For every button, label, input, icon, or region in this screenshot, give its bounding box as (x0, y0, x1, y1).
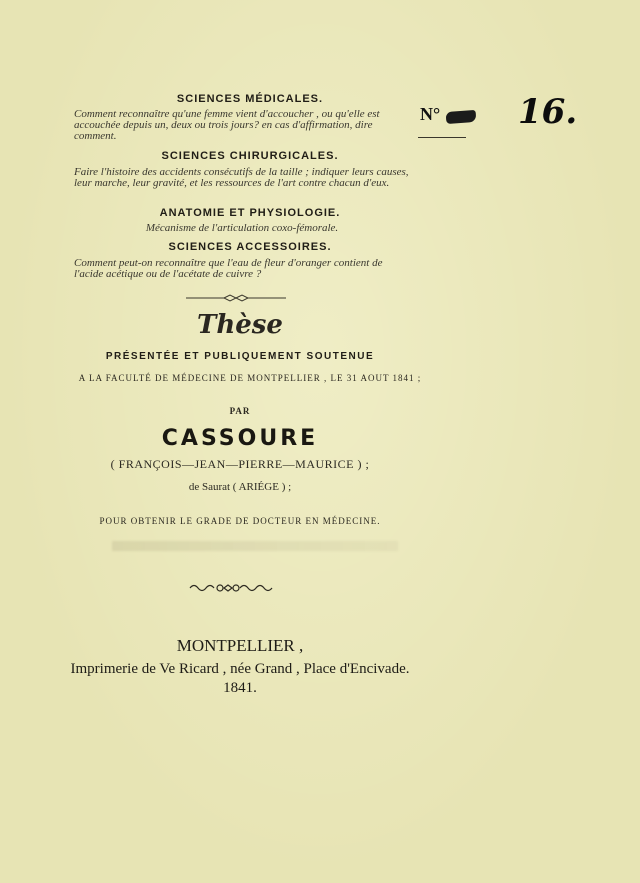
bleed-through-text (112, 541, 398, 551)
ink-blot-stamp (446, 110, 477, 124)
imprint-year: 1841. (223, 680, 257, 696)
faculty-line: A LA FACULTÉ DE MÉDECINE DE MONTPELLIER , LE 31 AOUT 1841 ; (78, 373, 422, 383)
question-anatomy: Mécanisme de l'articulation coxo-fémorale. (145, 222, 339, 234)
presented-line: PRÉSENTÉE ET PUBLIQUEMENT SOUTENUE (105, 351, 375, 362)
heading-surgical-sciences: SCIENCES CHIRURGICALES. (161, 150, 339, 162)
author-surname: CASSOURE (161, 426, 319, 451)
thesis-title: Thèse (197, 310, 283, 340)
question-medical: Comment reconnaître qu'une femme vient d'accoucher , ou qu'elle est accouchée depuis un, deux ou trois jours? en cas d'affirmation, dire comment. (74, 108, 380, 142)
by-label: PAR (229, 406, 251, 416)
heading-accessory-sciences: SCIENCES ACCESSOIRES. (168, 241, 332, 253)
author-origin: de Saurat ( ARIÉGE ) ; (188, 481, 292, 493)
number-label: N° (420, 104, 441, 124)
heading-anatomy-physiology: ANATOMIE ET PHYSIOLOGIE. (159, 207, 341, 219)
ornament-rule-icon (186, 293, 286, 303)
degree-purpose: POUR OBTENIR LE GRADE DE DOCTEUR EN MÉDECINE. (99, 516, 381, 526)
imprint-printer: Imprimerie de Ve Ricard , née Grand , Place d'Encivade. (70, 661, 410, 677)
question-surgical: Faire l'histoire des accidents consécutifs de la taille ; indiquer leurs causes, leur marche, leur gravité, et les ressources de l'art contre chacun d'eux. (74, 166, 409, 189)
author-given-names: ( FRANÇOIS—JEAN—PIERRE—MAURICE ) ; (110, 457, 370, 471)
ornament-flourish-icon (188, 582, 278, 594)
question-accessory: Comment peut-on reconnaître que l'eau de fleur d'oranger contient de l'acide acétique ou de l'acétate de cuivre ? (74, 257, 383, 280)
handwritten-number: 16. (518, 92, 578, 132)
heading-medical-sciences: SCIENCES MÉDICALES. (176, 93, 324, 105)
header-rule (418, 137, 466, 138)
imprint-city: MONTPELLIER , (176, 636, 304, 655)
